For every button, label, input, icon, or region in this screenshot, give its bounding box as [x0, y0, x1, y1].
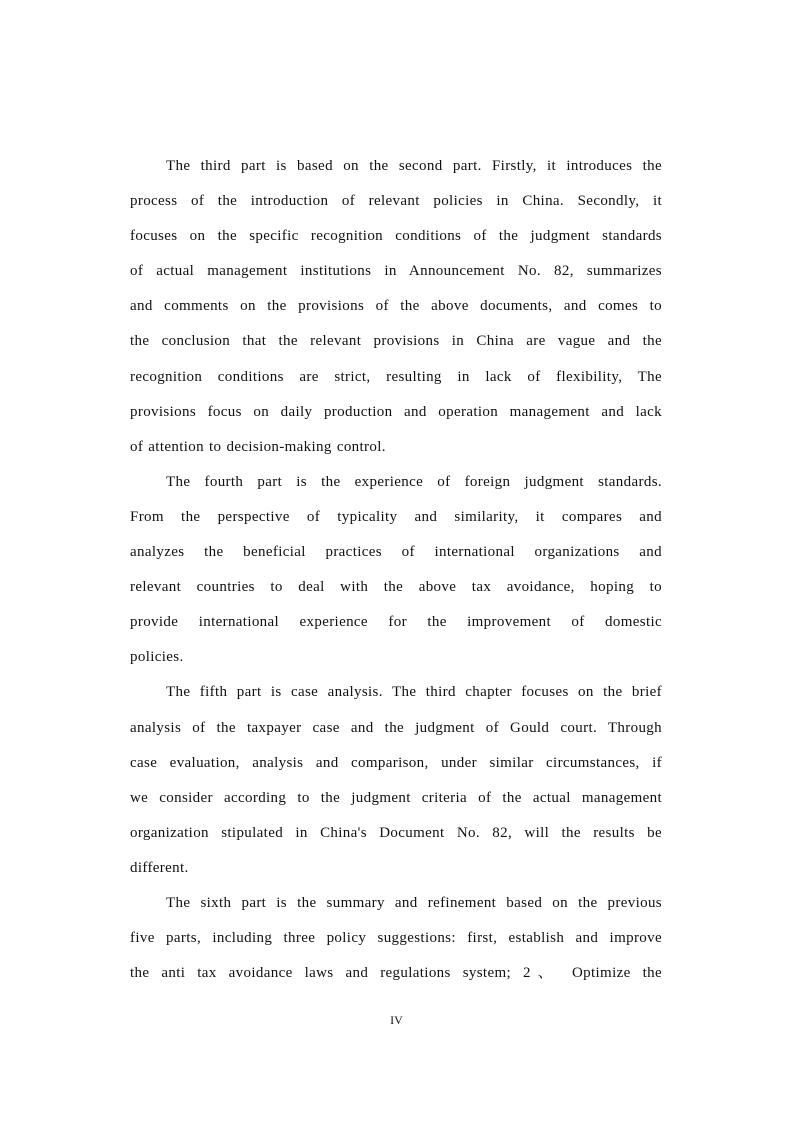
text-line: analyzes the beneficial practices of international organizations and	[130, 544, 662, 561]
paragraph-third-part	[130, 154, 662, 470]
paragraph-fifth-part	[130, 680, 662, 891]
text-line: the conclusion that the relevant provisions in China are vague and the	[130, 333, 662, 350]
text-line: case evaluation, analysis and comparison, under similar circumstances, if	[130, 754, 662, 771]
text-line: we consider according to the judgment criteria of the actual management	[130, 789, 662, 806]
text-line: The third part is based on the second part. Firstly, it introduces the	[166, 158, 662, 174]
text-line: analysis of the taxpayer case and the judgment of Gould court. Through	[130, 719, 662, 736]
text-line: provisions focus on daily production and operation management and lack	[130, 403, 662, 420]
text-line: provide international experience for the improvement of domestic	[130, 614, 662, 631]
paragraph-fourth-part	[130, 470, 662, 681]
text-line: policies.	[130, 649, 184, 666]
text-line: The fifth part is case analysis. The third chapter focuses on the brief	[166, 684, 662, 701]
text-line: of attention to decision-making control.	[130, 438, 386, 455]
text-line: of actual management institutions in Announcement No. 82, summarizes	[130, 263, 662, 280]
text-line: The sixth part is the summary and refinement based on the previous	[166, 894, 662, 911]
text-line: the anti tax avoidance laws and regulations system; 2、 Optimize the	[130, 965, 662, 982]
text-line: five parts, including three policy suggestions: first, establish and improve	[130, 930, 662, 947]
text-line: From the perspective of typicality and similarity, it compares and	[130, 508, 662, 525]
text-line: organization stipulated in China's Document No. 82, will the results be	[130, 824, 662, 841]
text-line: and comments on the provisions of the above documents, and comes to	[130, 298, 662, 315]
text-line: process of the introduction of relevant policies in China. Secondly, it	[130, 193, 662, 210]
text-line: recognition conditions are strict, resulting in lack of flexibility, The	[130, 368, 662, 385]
text-line: The fourth part is the experience of foreign judgment standards.	[166, 473, 662, 490]
paragraph-sixth-part	[130, 891, 662, 996]
body-text	[130, 154, 662, 996]
text-line: relevant countries to deal with the above tax avoidance, hoping to	[130, 579, 662, 596]
page-number: IV	[390, 1013, 403, 1027]
text-line: different.	[130, 859, 189, 876]
text-line: focuses on the specific recognition conditions of the judgment standards	[130, 228, 662, 245]
